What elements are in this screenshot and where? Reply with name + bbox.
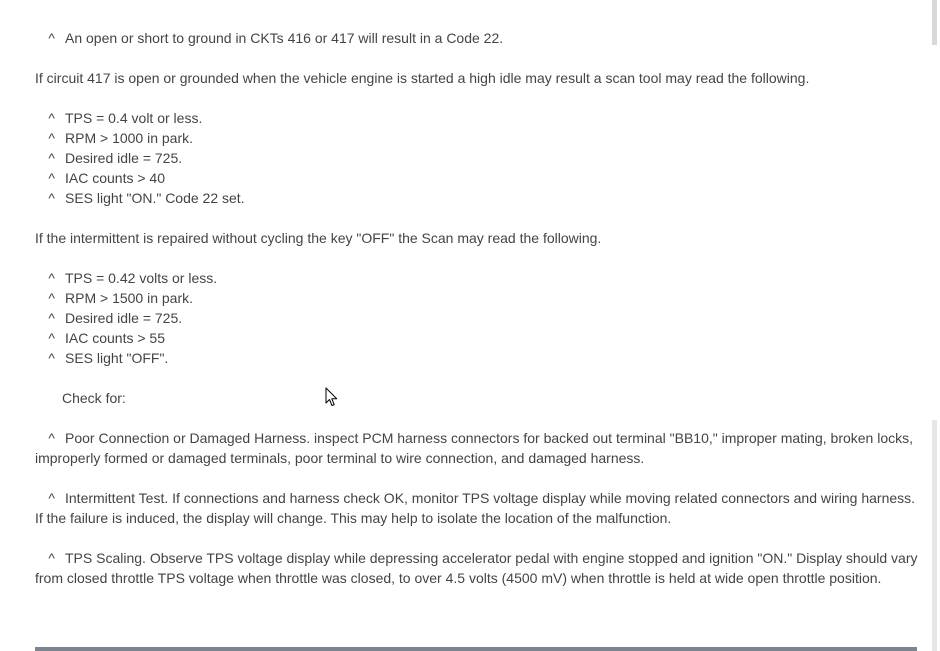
list-item-text: SES light "OFF".	[65, 350, 169, 366]
paragraph-circuit-417: If circuit 417 is open or grounded when the vehicle engine is started a high idle may result a scan tool may read the following.	[35, 70, 810, 86]
bullet-caret: ^	[48, 350, 55, 366]
check-item-text: Poor Connection or Damaged Harness. inspect PCM harness connectors for backed out terminal "BB10," improper mating, broken locks, improperly formed or damaged terminals, poor terminal to wire connection, and damaged harness.	[35, 430, 914, 466]
list-item	[35, 288, 920, 308]
paragraph-intermittent: If the intermittent is repaired without cycling the key "OFF" the Scan may read the following.	[35, 230, 602, 246]
check-item-text: Intermittent Test. If connections and harness check OK, monitor TPS voltage display while moving related connectors and wiring harness. If the failure is induced, the display will change. This may help to isolate the location of the malfunction.	[35, 490, 916, 526]
bullet-caret: ^	[48, 490, 55, 506]
bullet-caret: ^	[48, 550, 55, 566]
list-item	[35, 28, 920, 48]
list-item	[35, 108, 920, 128]
list-item	[35, 128, 920, 148]
bullet-caret: ^	[48, 430, 55, 446]
check-item-text: TPS Scaling. Observe TPS voltage display while depressing accelerator pedal with engine stopped and ignition "ON." Display should vary from closed throttle TPS voltage when throttle was closed, to over 4.5 volts (4500 mV) when throttle is held at wide open throttle position.	[35, 550, 918, 586]
bullet-caret: ^	[48, 30, 55, 46]
scrollbar-thumb-top[interactable]	[932, 0, 937, 45]
bullet-caret: ^	[48, 170, 55, 186]
list-item	[35, 188, 920, 208]
intro-bullet-text: An open or short to ground in CKTs 416 or 417 will result in a Code 22.	[65, 30, 504, 46]
bullet-caret: ^	[48, 190, 55, 206]
list-item-text: IAC counts > 55	[65, 330, 166, 346]
check-item-tps-scaling	[35, 548, 920, 588]
list-item	[35, 308, 920, 328]
check-for-heading: Check for:	[62, 390, 126, 406]
list-item	[35, 328, 920, 348]
bullet-caret: ^	[48, 270, 55, 286]
bullet-caret: ^	[48, 290, 55, 306]
list-item-text: Desired idle = 725.	[65, 310, 183, 326]
list-item	[35, 348, 920, 368]
list-item-text: RPM > 1000 in park.	[65, 130, 194, 146]
scrollbar-thumb[interactable]	[932, 420, 937, 651]
list-item-text: RPM > 1500 in park.	[65, 290, 194, 306]
list-item-text: TPS = 0.4 volt or less.	[65, 110, 203, 126]
list-item-text: TPS = 0.42 volts or less.	[65, 270, 218, 286]
bullet-caret: ^	[48, 130, 55, 146]
list-item-text: IAC counts > 40	[65, 170, 166, 186]
section-divider-bar	[35, 647, 917, 651]
check-item-intermittent-test	[35, 488, 920, 528]
list-item	[35, 268, 920, 288]
bullet-caret: ^	[48, 150, 55, 166]
scan-list-2	[35, 268, 920, 368]
list-item-text: Desired idle = 725.	[65, 150, 183, 166]
mouse-pointer-icon	[325, 387, 339, 407]
check-item-poor-connection	[35, 428, 920, 468]
document-body	[35, 28, 920, 588]
scan-list-1	[35, 108, 920, 208]
list-item	[35, 168, 920, 188]
bullet-caret: ^	[48, 310, 55, 326]
list-item	[35, 148, 920, 168]
list-item-text: SES light "ON." Code 22 set.	[65, 190, 245, 206]
bullet-caret: ^	[48, 110, 55, 126]
bullet-caret: ^	[48, 330, 55, 346]
